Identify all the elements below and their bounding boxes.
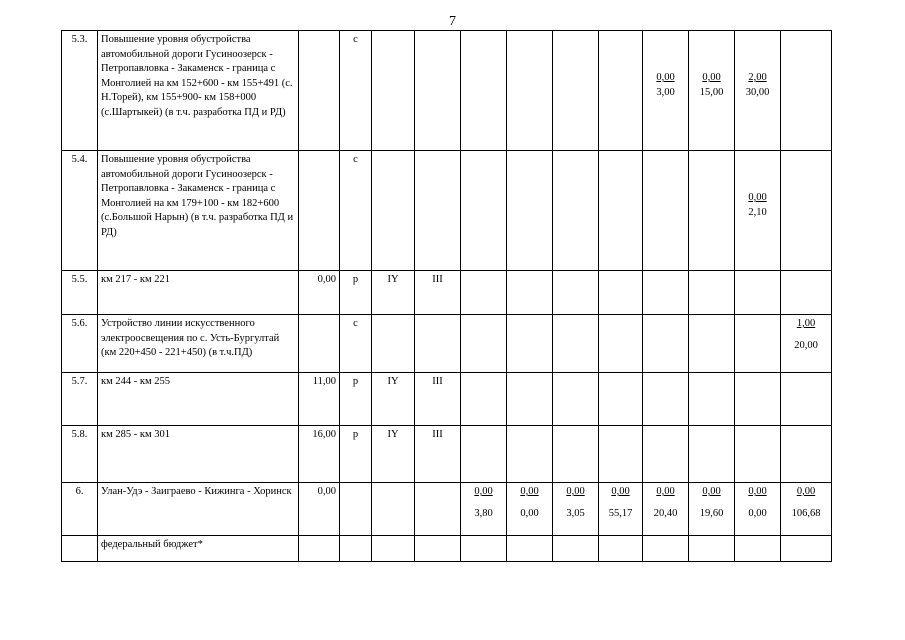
value-top: 0,00 xyxy=(796,486,816,497)
row-number: 6. xyxy=(62,483,98,536)
row-name: км 244 - км 255 xyxy=(98,373,299,426)
year-value-cell xyxy=(599,151,643,271)
value-bottom: 20,00 xyxy=(794,339,818,351)
year-value-cell xyxy=(461,31,507,151)
year-value-cell xyxy=(507,483,553,536)
year-value-cell xyxy=(689,536,735,562)
year-value-cell xyxy=(643,426,689,483)
row-name: Повышение уровня обустройства автомобильной дороги Гусиноозерск - Петропавловка - Закаменск - граница с Монголией на км 179+100 - км 182+600 (с.Большой Нарын) (в т.ч. разработка ПД и РД) xyxy=(98,151,299,271)
row-length xyxy=(299,31,340,151)
row-length: 16,00 xyxy=(299,426,340,483)
row-category-before: IY xyxy=(372,271,415,315)
row-number: 5.7. xyxy=(62,373,98,426)
year-value-cell xyxy=(689,483,735,536)
row-number: 5.8. xyxy=(62,426,98,483)
row-number: 5.5. xyxy=(62,271,98,315)
table-row xyxy=(62,483,832,536)
year-value-cell xyxy=(507,151,553,271)
value-top: 0,00 xyxy=(748,486,767,497)
table-row xyxy=(62,426,832,483)
value-top: 0,00 xyxy=(656,486,675,497)
year-value-cell xyxy=(553,536,599,562)
year-value-cell xyxy=(553,151,599,271)
table-row xyxy=(62,536,832,562)
year-value-cell xyxy=(781,31,832,151)
year-value-cell xyxy=(553,373,599,426)
value-top: 0,00 xyxy=(474,486,493,497)
row-category-before xyxy=(372,151,415,271)
year-value-cell xyxy=(599,373,643,426)
year-value-cell xyxy=(735,483,781,536)
row-length: 0,00 xyxy=(299,483,340,536)
value-bottom: 30,00 xyxy=(745,86,770,98)
year-value-cell xyxy=(689,151,735,271)
year-value-cell xyxy=(461,373,507,426)
year-value-cell xyxy=(461,271,507,315)
row-work-type: р xyxy=(340,426,372,483)
row-name: Повышение уровня обустройства автомобильной дороги Гусиноозерск - Петропавловка - Закаменск - граница с Монголией на км 152+600 - км 155+491 (с. Н.Торей), км 155+900- км 158+000 (с.Шартыкей) (в т.ч. разработка ПД и РД) xyxy=(98,31,299,151)
year-value-cell xyxy=(643,271,689,315)
year-value-cell xyxy=(643,315,689,373)
row-number: 5.6. xyxy=(62,315,98,373)
row-work-type xyxy=(340,483,372,536)
row-length: 11,00 xyxy=(299,373,340,426)
year-value-cell xyxy=(553,483,599,536)
year-value-cell xyxy=(461,315,507,373)
row-work-type: с xyxy=(340,151,372,271)
value-bottom: 0,00 xyxy=(520,507,539,519)
value-top: 0,00 xyxy=(566,486,585,497)
year-value-cell xyxy=(689,315,735,373)
year-value-cell xyxy=(507,315,553,373)
year-value-cell xyxy=(461,536,507,562)
value-top: 0,00 xyxy=(702,486,721,497)
row-name: Улан-Удэ - Заиграево - Кижинга - Хоринск xyxy=(98,483,299,536)
row-work-type xyxy=(340,536,372,562)
row-category-before xyxy=(372,31,415,151)
value-bottom: 3,05 xyxy=(566,507,585,519)
year-value-cell xyxy=(735,271,781,315)
year-value-cell xyxy=(507,31,553,151)
year-value-cell xyxy=(643,151,689,271)
year-value-cell xyxy=(599,483,643,536)
value-bottom: 20,40 xyxy=(653,507,678,519)
year-value-cell xyxy=(507,426,553,483)
row-category-after xyxy=(415,31,461,151)
year-value-cell xyxy=(599,315,643,373)
year-value-cell xyxy=(689,31,735,151)
table-row xyxy=(62,373,832,426)
value-top: 0,00 xyxy=(656,72,675,83)
year-value-cell xyxy=(599,426,643,483)
year-value-cell xyxy=(781,373,832,426)
row-category-after: III xyxy=(415,373,461,426)
year-value-cell xyxy=(735,426,781,483)
year-value-cell xyxy=(781,483,832,536)
row-category-before xyxy=(372,315,415,373)
year-value-cell xyxy=(507,271,553,315)
row-name: км 217 - км 221 xyxy=(98,271,299,315)
row-category-before: IY xyxy=(372,373,415,426)
table-row xyxy=(62,271,832,315)
year-value-cell xyxy=(689,373,735,426)
year-value-cell xyxy=(781,536,832,562)
year-value-cell xyxy=(643,483,689,536)
row-category-after: III xyxy=(415,426,461,483)
year-value-cell xyxy=(735,315,781,373)
year-value-cell xyxy=(735,151,781,271)
year-value-cell xyxy=(643,31,689,151)
row-length xyxy=(299,151,340,271)
year-value-cell xyxy=(735,373,781,426)
value-bottom: 15,00 xyxy=(699,86,724,98)
program-table xyxy=(61,30,832,562)
value-top: 0,00 xyxy=(748,192,767,203)
year-value-cell xyxy=(781,151,832,271)
year-value-cell xyxy=(461,426,507,483)
page-number: 7 xyxy=(449,14,456,29)
value-bottom: 106,68 xyxy=(791,507,821,519)
row-name: км 285 - км 301 xyxy=(98,426,299,483)
row-number: 5.4. xyxy=(62,151,98,271)
year-value-cell xyxy=(689,271,735,315)
year-value-cell xyxy=(553,315,599,373)
year-value-cell xyxy=(643,536,689,562)
year-value-cell xyxy=(735,31,781,151)
year-value-cell xyxy=(735,536,781,562)
row-name: Устройство линии искусственного электроосвещения по с. Усть-Бургултай (км 220+450 - 221+450) (в т.ч.ПД) xyxy=(98,315,299,373)
row-category-after xyxy=(415,483,461,536)
row-category-after: III xyxy=(415,271,461,315)
year-value-cell xyxy=(599,536,643,562)
value-bottom: 2,10 xyxy=(748,206,767,218)
row-category-before xyxy=(372,536,415,562)
value-top: 0,00 xyxy=(702,72,721,83)
row-number: 5.3. xyxy=(62,31,98,151)
row-work-type: с xyxy=(340,315,372,373)
row-number xyxy=(62,536,98,562)
value-top: 1,00 xyxy=(796,318,816,329)
year-value-cell xyxy=(599,31,643,151)
year-value-cell xyxy=(781,426,832,483)
year-value-cell xyxy=(507,373,553,426)
table-row xyxy=(62,31,832,151)
value-top: 0,00 xyxy=(520,486,539,497)
table-row xyxy=(62,151,832,271)
value-bottom: 55,17 xyxy=(608,507,633,519)
year-value-cell xyxy=(553,271,599,315)
row-length: 0,00 xyxy=(299,271,340,315)
row-category-after xyxy=(415,536,461,562)
year-value-cell xyxy=(553,31,599,151)
year-value-cell xyxy=(461,483,507,536)
row-work-type: р xyxy=(340,271,372,315)
value-top: 0,00 xyxy=(611,486,630,497)
year-value-cell xyxy=(689,426,735,483)
table-row xyxy=(62,315,832,373)
year-value-cell xyxy=(461,151,507,271)
row-length xyxy=(299,315,340,373)
year-value-cell xyxy=(643,373,689,426)
year-value-cell xyxy=(781,271,832,315)
value-bottom: 19,60 xyxy=(699,507,724,519)
value-bottom: 3,80 xyxy=(474,507,493,519)
row-category-after xyxy=(415,315,461,373)
row-work-type: р xyxy=(340,373,372,426)
value-bottom: 3,00 xyxy=(656,86,675,98)
value-top: 2,00 xyxy=(748,72,767,83)
year-value-cell xyxy=(507,536,553,562)
year-value-cell xyxy=(599,271,643,315)
row-category-before: IY xyxy=(372,426,415,483)
row-category-before xyxy=(372,483,415,536)
year-value-cell xyxy=(553,426,599,483)
row-length xyxy=(299,536,340,562)
year-value-cell xyxy=(781,315,832,373)
row-work-type: с xyxy=(340,31,372,151)
row-category-after xyxy=(415,151,461,271)
row-name: федеральный бюджет* xyxy=(98,536,299,562)
value-bottom: 0,00 xyxy=(748,507,767,519)
